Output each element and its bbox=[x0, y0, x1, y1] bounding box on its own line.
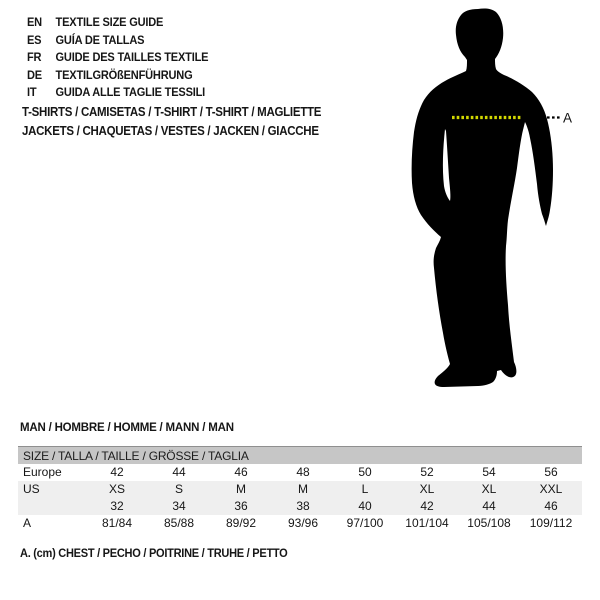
table-cell: 93/96 bbox=[287, 516, 319, 530]
language-label: GUIDA ALLE TAGLIE TESSILI bbox=[55, 85, 206, 99]
language-code: EN bbox=[27, 15, 42, 29]
table-cell: M bbox=[236, 482, 246, 496]
language-row bbox=[27, 84, 208, 102]
table-cell: 46 bbox=[234, 465, 248, 479]
size-table bbox=[18, 446, 582, 532]
table-cell: 52 bbox=[420, 465, 434, 479]
table-cell: XL bbox=[481, 482, 497, 496]
table-row-us bbox=[18, 481, 582, 498]
table-cell: 56 bbox=[544, 465, 558, 479]
table-cell: XS bbox=[108, 482, 125, 496]
table-cell: S bbox=[174, 482, 183, 496]
language-row bbox=[27, 32, 208, 50]
row-label: US bbox=[23, 482, 40, 496]
table-cell: L bbox=[361, 482, 369, 496]
table-cell: 32 bbox=[110, 499, 124, 513]
language-row bbox=[27, 67, 208, 85]
table-cell: 101/104 bbox=[405, 516, 449, 530]
table-cell: 38 bbox=[296, 499, 310, 513]
language-row bbox=[27, 49, 208, 67]
table-row-chest bbox=[18, 515, 582, 532]
table-cell: 44 bbox=[172, 465, 186, 479]
category-line-tshirts: T-SHIRTS / CAMISETAS / T-SHIRT / T-SHIRT / MAGLIETTE bbox=[22, 105, 322, 119]
table-cell: M bbox=[298, 482, 308, 496]
table-row-us-numeric bbox=[18, 498, 582, 515]
table-cell: 42 bbox=[110, 465, 124, 479]
table-cell: 48 bbox=[296, 465, 310, 479]
table-cell: 40 bbox=[358, 499, 372, 513]
language-label: GUÍA DE TALLAS bbox=[55, 32, 145, 47]
language-label: TEXTILGRÖßENFÜHRUNG bbox=[55, 67, 193, 82]
measurement-footnote: A. (cm) CHEST / PECHO / POITRINE / TRUHE / PETTO bbox=[20, 546, 288, 560]
language-code: FR bbox=[27, 50, 42, 64]
language-label: TEXTILE SIZE GUIDE bbox=[55, 15, 164, 29]
table-cell: XXL bbox=[539, 482, 563, 496]
man-body-shape bbox=[412, 8, 553, 387]
man-silhouette bbox=[400, 0, 600, 400]
language-code: IT bbox=[27, 85, 37, 99]
language-list bbox=[27, 14, 208, 102]
language-label: GUIDE DES TAILLES TEXTILE bbox=[55, 50, 209, 64]
measure-label-a: A bbox=[563, 110, 573, 126]
table-cell: 105/108 bbox=[467, 516, 511, 530]
language-code: ES bbox=[27, 32, 42, 47]
table-cell: 109/112 bbox=[529, 516, 573, 530]
category-line-jackets: JACKETS / CHAQUETAS / VESTES / JACKEN / GIACCHE bbox=[22, 123, 319, 138]
row-label: A bbox=[23, 516, 32, 530]
table-cell: 89/92 bbox=[225, 516, 257, 530]
table-cell: 97/100 bbox=[346, 516, 384, 530]
table-cell: 42 bbox=[420, 499, 434, 513]
table-cell: 54 bbox=[482, 465, 496, 479]
table-cell: 81/84 bbox=[101, 516, 133, 530]
table-row-europe bbox=[18, 464, 582, 481]
row-label bbox=[18, 498, 86, 515]
table-cell: 85/88 bbox=[163, 516, 195, 530]
size-table-header: SIZE / TALLA / TAILLE / GRÖSSE / TAGLIA bbox=[18, 446, 582, 464]
section-title: MAN / HOMBRE / HOMME / MANN / MAN bbox=[20, 422, 234, 434]
table-cell: 36 bbox=[234, 499, 248, 513]
table-cell: 46 bbox=[544, 499, 558, 513]
table-cell: XL bbox=[419, 482, 435, 496]
table-cell: 34 bbox=[172, 499, 186, 513]
table-cell: 50 bbox=[358, 465, 372, 479]
category-titles bbox=[22, 103, 321, 140]
language-row bbox=[27, 14, 208, 32]
table-cell: 44 bbox=[482, 499, 496, 513]
row-label: Europe bbox=[23, 465, 62, 479]
language-code: DE bbox=[27, 67, 42, 82]
